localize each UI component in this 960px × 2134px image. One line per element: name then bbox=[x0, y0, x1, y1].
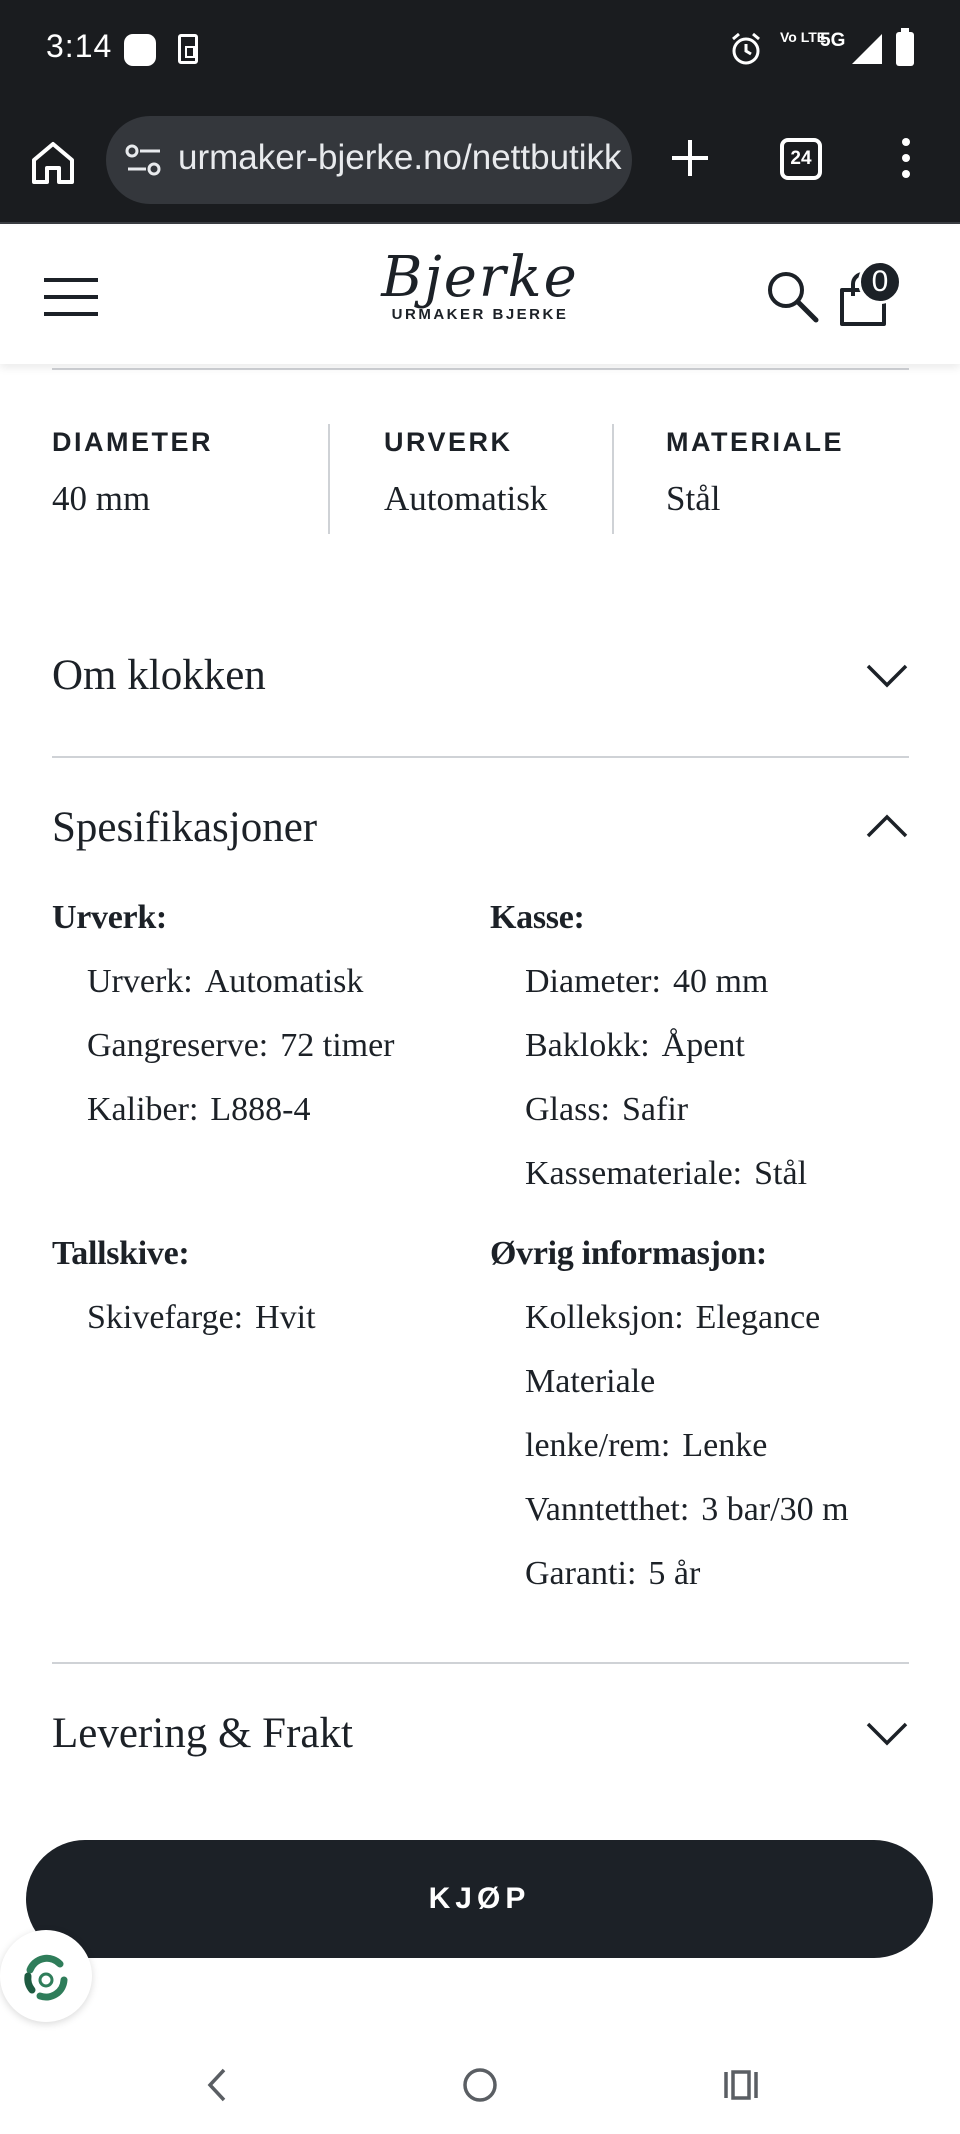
divider bbox=[328, 424, 330, 534]
recents-icon[interactable] bbox=[718, 2062, 764, 2108]
divider bbox=[612, 424, 614, 534]
spec-group-heading: Øvrig informasjon: bbox=[490, 1235, 767, 1272]
summary-material bbox=[666, 424, 844, 534]
logo-subtitle: URMAKER BJERKE bbox=[391, 306, 569, 323]
spec-key: Urverk: bbox=[87, 963, 193, 1000]
accordion-specifications[interactable] bbox=[52, 800, 909, 856]
address-bar[interactable] bbox=[106, 116, 632, 204]
chevron-down-icon[interactable] bbox=[865, 1718, 909, 1748]
notification-icon bbox=[124, 34, 156, 66]
summary-diameter bbox=[52, 424, 213, 534]
summary-value: Stål bbox=[666, 479, 721, 518]
sim-icon bbox=[178, 34, 198, 64]
spec-row bbox=[52, 1088, 395, 1132]
battery-icon bbox=[896, 32, 914, 66]
spec-group-other bbox=[490, 1232, 849, 1596]
spec-key: Diameter: bbox=[525, 963, 661, 1000]
spec-key: lenke/rem: bbox=[525, 1427, 671, 1464]
spec-row bbox=[490, 1488, 849, 1532]
accordion-title[interactable]: Om klokken bbox=[52, 652, 266, 699]
recycle-widget[interactable] bbox=[0, 1930, 92, 2022]
spec-value: L888-4 bbox=[210, 1091, 311, 1128]
spec-key: Vanntetthet: bbox=[525, 1491, 690, 1528]
spec-group-dial bbox=[52, 1232, 316, 1340]
tabs-button[interactable]: 24 bbox=[780, 138, 822, 180]
url-text[interactable]: urmaker-bjerke.no/nettbutikk bbox=[178, 138, 622, 177]
spec-key: Kaliber: bbox=[87, 1091, 199, 1128]
spec-row bbox=[52, 1296, 316, 1340]
spec-row bbox=[490, 1024, 807, 1068]
spec-value: Lenke bbox=[682, 1427, 768, 1464]
buy-button[interactable]: KJØP bbox=[26, 1840, 933, 1958]
tune-icon[interactable] bbox=[124, 142, 164, 178]
cart-count-badge[interactable]: 0 bbox=[858, 260, 902, 304]
chevron-down-icon[interactable] bbox=[865, 660, 909, 690]
chevron-up-icon[interactable] bbox=[865, 812, 909, 842]
spec-key: Materiale bbox=[525, 1363, 656, 1400]
home-icon[interactable] bbox=[28, 138, 78, 188]
alarm-icon bbox=[730, 32, 762, 66]
summary-label: DIAMETER bbox=[52, 427, 213, 457]
status-time: 3:14 bbox=[46, 28, 113, 64]
spec-row bbox=[490, 1296, 849, 1340]
spec-row bbox=[490, 1088, 807, 1132]
accordion-delivery[interactable] bbox=[52, 1706, 909, 1762]
volte-indicator: Vo LTE bbox=[780, 29, 827, 45]
brand-logo[interactable] bbox=[360, 246, 600, 346]
signal-icon bbox=[852, 34, 882, 64]
spec-value: 40 mm bbox=[672, 963, 769, 1000]
more-icon[interactable] bbox=[894, 138, 918, 182]
spec-row bbox=[52, 960, 395, 1004]
home-circle-icon[interactable] bbox=[457, 2062, 503, 2108]
spec-group-heading: Urverk: bbox=[52, 899, 167, 936]
system-navigation-bar bbox=[0, 2034, 960, 2134]
plus-icon[interactable] bbox=[668, 136, 712, 180]
spec-key: Skivefarge: bbox=[87, 1299, 244, 1336]
network-indicator: 5G bbox=[820, 30, 846, 51]
spec-row bbox=[490, 1152, 807, 1196]
spec-group-heading: Tallskive: bbox=[52, 1235, 190, 1272]
divider bbox=[52, 1662, 909, 1664]
site-header bbox=[0, 226, 960, 364]
status-bar bbox=[0, 0, 960, 98]
summary-value: 40 mm bbox=[52, 479, 151, 518]
spec-group-movement bbox=[52, 896, 395, 1132]
spec-value: 3 bar/30 m bbox=[701, 1491, 849, 1528]
spec-key: Kolleksjon: bbox=[525, 1299, 684, 1336]
spec-value: Hvit bbox=[255, 1299, 316, 1336]
spec-key: Gangreserve: bbox=[87, 1027, 269, 1064]
summary-movement bbox=[384, 424, 547, 534]
summary-label: URVERK bbox=[384, 427, 513, 457]
divider bbox=[52, 368, 909, 370]
back-icon[interactable] bbox=[196, 2062, 242, 2108]
divider bbox=[52, 756, 909, 758]
spec-key: Glass: bbox=[525, 1091, 610, 1128]
spec-value: Stål bbox=[754, 1155, 808, 1192]
spec-value: Åpent bbox=[661, 1027, 745, 1064]
spec-value: Elegance bbox=[695, 1299, 821, 1336]
summary-value: Automatisk bbox=[384, 479, 548, 518]
spec-row bbox=[490, 960, 807, 1004]
spec-key: Kassemateriale: bbox=[525, 1155, 743, 1192]
spec-row bbox=[490, 1360, 849, 1404]
spec-group-heading: Kasse: bbox=[490, 899, 585, 936]
spec-value: 5 år bbox=[648, 1555, 701, 1592]
search-icon[interactable] bbox=[764, 268, 820, 324]
spec-key: Garanti: bbox=[525, 1555, 637, 1592]
spec-value: Automatisk bbox=[204, 963, 364, 1000]
spec-value: 72 timer bbox=[280, 1027, 395, 1064]
spec-row bbox=[490, 1424, 849, 1468]
accordion-title[interactable]: Spesifikasjoner bbox=[52, 804, 318, 851]
accordion-about[interactable] bbox=[52, 648, 909, 704]
key-specs-summary bbox=[52, 424, 909, 534]
summary-label: MATERIALE bbox=[666, 427, 844, 457]
spec-row bbox=[490, 1552, 849, 1596]
spec-key: Baklokk: bbox=[525, 1027, 650, 1064]
recycle-icon bbox=[0, 1930, 92, 2022]
spec-group-case bbox=[490, 896, 807, 1196]
menu-icon[interactable] bbox=[44, 278, 98, 316]
accordion-title[interactable]: Levering & Frakt bbox=[52, 1710, 353, 1757]
browser-toolbar bbox=[0, 98, 960, 224]
logo-script: Bjerke bbox=[381, 245, 579, 310]
spec-value: Safir bbox=[622, 1091, 689, 1128]
spec-row bbox=[52, 1024, 395, 1068]
